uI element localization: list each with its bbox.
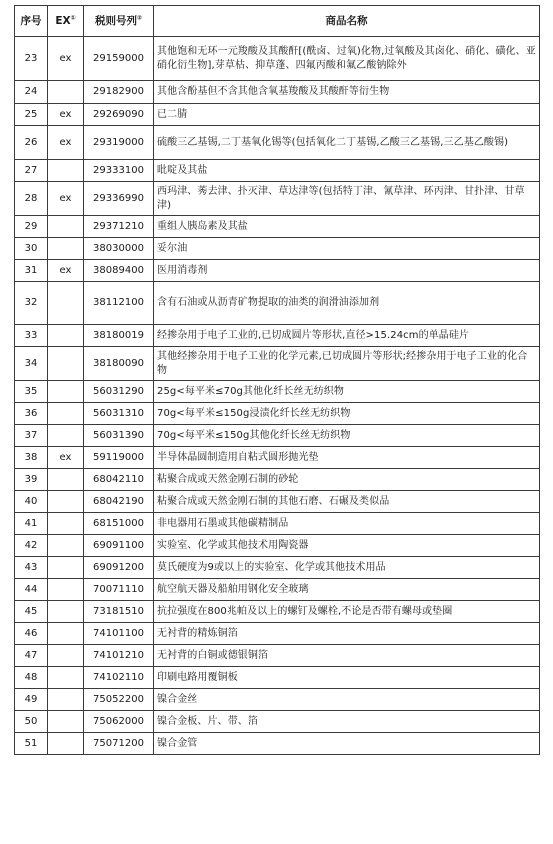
table-row [15, 733, 540, 755]
row-ex-cell [48, 469, 84, 491]
header-ex: EX① [48, 6, 84, 37]
row-name-cell: 70g<每平米≤150g浸渍化纤长丝无纺织物 [154, 403, 540, 425]
table-row [15, 238, 540, 260]
row-ex-cell: ex [48, 447, 84, 469]
row-name-cell: 镍合金丝 [154, 689, 540, 711]
row-seq-cell: 26 [15, 126, 48, 160]
row-name-cell: 其他经掺杂用于电子工业的化学元素,已切成圆片等形状;经掺杂用于电子工业的化合物 [154, 347, 540, 381]
row-name-cell: 硫酸三乙基锡,二丁基氧化锡等(包括氧化二丁基锡,乙酸三乙基锡,三乙基乙酸锡) [154, 126, 540, 160]
row-code-cell: 75052200 [84, 689, 154, 711]
row-seq-cell: 25 [15, 104, 48, 126]
table-row [15, 491, 540, 513]
row-name-cell: 抗拉强度在800兆帕及以上的螺钉及螺栓,不论是否带有螺母或垫圈 [154, 601, 540, 623]
table-header-row [15, 6, 540, 37]
row-seq-cell: 31 [15, 260, 48, 282]
tariff-table [14, 5, 540, 755]
header-name: 商品名称 [154, 6, 540, 37]
row-code-cell: 29182900 [84, 81, 154, 104]
table-row [15, 645, 540, 667]
row-code-cell: 29319000 [84, 126, 154, 160]
row-ex-cell: ex [48, 126, 84, 160]
row-code-cell: 56031290 [84, 381, 154, 403]
row-code-cell: 38112100 [84, 282, 154, 325]
table-row [15, 403, 540, 425]
row-seq-cell: 40 [15, 491, 48, 513]
row-name-cell: 医用消毒剂 [154, 260, 540, 282]
row-seq-cell: 33 [15, 325, 48, 347]
row-name-cell: 非电器用石墨或其他碳精制品 [154, 513, 540, 535]
table-row [15, 182, 540, 216]
row-seq-cell: 49 [15, 689, 48, 711]
row-seq-cell: 36 [15, 403, 48, 425]
table-row [15, 711, 540, 733]
row-seq-cell: 39 [15, 469, 48, 491]
table-row [15, 557, 540, 579]
row-ex-cell [48, 403, 84, 425]
row-ex-cell: ex [48, 260, 84, 282]
table-row [15, 81, 540, 104]
row-seq-cell: 28 [15, 182, 48, 216]
row-ex-cell [48, 601, 84, 623]
row-code-cell: 38180090 [84, 347, 154, 381]
row-ex-cell [48, 645, 84, 667]
row-seq-cell: 46 [15, 623, 48, 645]
table-row [15, 689, 540, 711]
table-row [15, 425, 540, 447]
row-seq-cell: 27 [15, 160, 48, 182]
table-row [15, 513, 540, 535]
row-seq-cell: 45 [15, 601, 48, 623]
row-code-cell: 75062000 [84, 711, 154, 733]
row-seq-cell: 23 [15, 37, 48, 81]
row-ex-cell [48, 282, 84, 325]
row-name-cell: 重组人胰岛素及其盐 [154, 216, 540, 238]
row-seq-cell: 24 [15, 81, 48, 104]
table-row [15, 347, 540, 381]
table-row [15, 160, 540, 182]
row-ex-cell [48, 623, 84, 645]
row-name-cell: 其他含酚基但不含其他含氧基羧酸及其酸酐等衍生物 [154, 81, 540, 104]
row-ex-cell [48, 160, 84, 182]
row-seq-cell: 42 [15, 535, 48, 557]
row-code-cell: 29336990 [84, 182, 154, 216]
row-name-cell: 粘聚合成或天然金刚石制的其他石磨、石碾及类似品 [154, 491, 540, 513]
row-name-cell: 粘聚合成或天然金刚石制的砂轮 [154, 469, 540, 491]
row-code-cell: 68042190 [84, 491, 154, 513]
row-ex-cell [48, 381, 84, 403]
row-ex-cell [48, 81, 84, 104]
row-code-cell: 68151000 [84, 513, 154, 535]
row-name-cell: 妥尔油 [154, 238, 540, 260]
row-name-cell: 莫氏硬度为9或以上的实验室、化学或其他技术用品 [154, 557, 540, 579]
table-row [15, 260, 540, 282]
row-name-cell: 西玛津、莠去津、扑灭津、草达津等(包括特丁津、氰草津、环丙津、甘扑津、甘草津) [154, 182, 540, 216]
row-code-cell: 29159000 [84, 37, 154, 81]
table-row [15, 667, 540, 689]
row-ex-cell: ex [48, 182, 84, 216]
row-seq-cell: 30 [15, 238, 48, 260]
row-ex-cell [48, 513, 84, 535]
row-code-cell: 74101210 [84, 645, 154, 667]
table-row [15, 469, 540, 491]
table-row [15, 216, 540, 238]
row-code-cell: 74101100 [84, 623, 154, 645]
table-row [15, 325, 540, 347]
row-name-cell: 印刷电路用覆铜板 [154, 667, 540, 689]
row-name-cell: 70g<每平米≤150g其他化纤长丝无纺织物 [154, 425, 540, 447]
row-seq-cell: 41 [15, 513, 48, 535]
row-ex-cell [48, 425, 84, 447]
row-name-cell: 半导体晶圆制造用自粘式圆形抛光垫 [154, 447, 540, 469]
row-code-cell: 29333100 [84, 160, 154, 182]
row-seq-cell: 38 [15, 447, 48, 469]
row-ex-cell [48, 579, 84, 601]
row-ex-cell [48, 347, 84, 381]
row-seq-cell: 35 [15, 381, 48, 403]
table-row [15, 579, 540, 601]
row-code-cell: 68042110 [84, 469, 154, 491]
row-code-cell: 38089400 [84, 260, 154, 282]
row-seq-cell: 47 [15, 645, 48, 667]
row-code-cell: 59119000 [84, 447, 154, 469]
row-ex-cell [48, 216, 84, 238]
row-seq-cell: 51 [15, 733, 48, 755]
row-seq-cell: 32 [15, 282, 48, 325]
row-name-cell: 其他饱和无环一元羧酸及其酸酐[(酰卤、过氧)化物,过氧酸及其卤化、硝化、磺化、亚硝化衍生物],芽草枯、抑草蓬、四氟丙酸和氟乙酸钠除外 [154, 37, 540, 81]
row-code-cell: 38030000 [84, 238, 154, 260]
row-ex-cell [48, 238, 84, 260]
row-name-cell: 镍合金管 [154, 733, 540, 755]
row-seq-cell: 44 [15, 579, 48, 601]
row-ex-cell [48, 711, 84, 733]
header-code: 税则号列② [84, 6, 154, 37]
row-seq-cell: 50 [15, 711, 48, 733]
table-row [15, 104, 540, 126]
row-name-cell: 吡啶及其盐 [154, 160, 540, 182]
row-code-cell: 69091200 [84, 557, 154, 579]
row-name-cell: 含有石油或从沥青矿物提取的油类的润滑油添加剂 [154, 282, 540, 325]
row-ex-cell [48, 325, 84, 347]
row-name-cell: 无衬背的白铜或德银铜箔 [154, 645, 540, 667]
row-name-cell: 实验室、化学或其他技术用陶瓷器 [154, 535, 540, 557]
table-row [15, 37, 540, 81]
row-code-cell: 56031310 [84, 403, 154, 425]
row-name-cell: 镍合金板、片、带、箔 [154, 711, 540, 733]
table-row [15, 282, 540, 325]
row-code-cell: 70071110 [84, 579, 154, 601]
row-code-cell: 75071200 [84, 733, 154, 755]
row-ex-cell: ex [48, 104, 84, 126]
row-ex-cell: ex [48, 37, 84, 81]
table-row [15, 381, 540, 403]
header-code-footnote: ② [136, 14, 143, 22]
row-seq-cell: 43 [15, 557, 48, 579]
row-ex-cell [48, 667, 84, 689]
table-row [15, 447, 540, 469]
table-row [15, 126, 540, 160]
table-row [15, 601, 540, 623]
row-code-cell: 38180019 [84, 325, 154, 347]
row-code-cell: 56031390 [84, 425, 154, 447]
row-code-cell: 69091100 [84, 535, 154, 557]
row-code-cell: 29371210 [84, 216, 154, 238]
row-name-cell: 25g<每平米≤70g其他化纤长丝无纺织物 [154, 381, 540, 403]
row-seq-cell: 29 [15, 216, 48, 238]
row-name-cell: 经掺杂用于电子工业的,已切成圆片等形状,直径>15.24cm的单晶硅片 [154, 325, 540, 347]
row-seq-cell: 37 [15, 425, 48, 447]
row-ex-cell [48, 733, 84, 755]
header-seq: 序号 [15, 6, 48, 37]
row-code-cell: 29269090 [84, 104, 154, 126]
row-ex-cell [48, 689, 84, 711]
header-ex-footnote: ① [70, 14, 76, 22]
table-row [15, 623, 540, 645]
row-ex-cell [48, 491, 84, 513]
row-seq-cell: 48 [15, 667, 48, 689]
row-ex-cell [48, 535, 84, 557]
row-name-cell: 无衬背的精炼铜箔 [154, 623, 540, 645]
row-code-cell: 74102110 [84, 667, 154, 689]
row-code-cell: 73181510 [84, 601, 154, 623]
table-row [15, 535, 540, 557]
row-name-cell: 航空航天器及船舶用钢化安全玻璃 [154, 579, 540, 601]
row-ex-cell [48, 557, 84, 579]
row-name-cell: 已二腈 [154, 104, 540, 126]
row-seq-cell: 34 [15, 347, 48, 381]
